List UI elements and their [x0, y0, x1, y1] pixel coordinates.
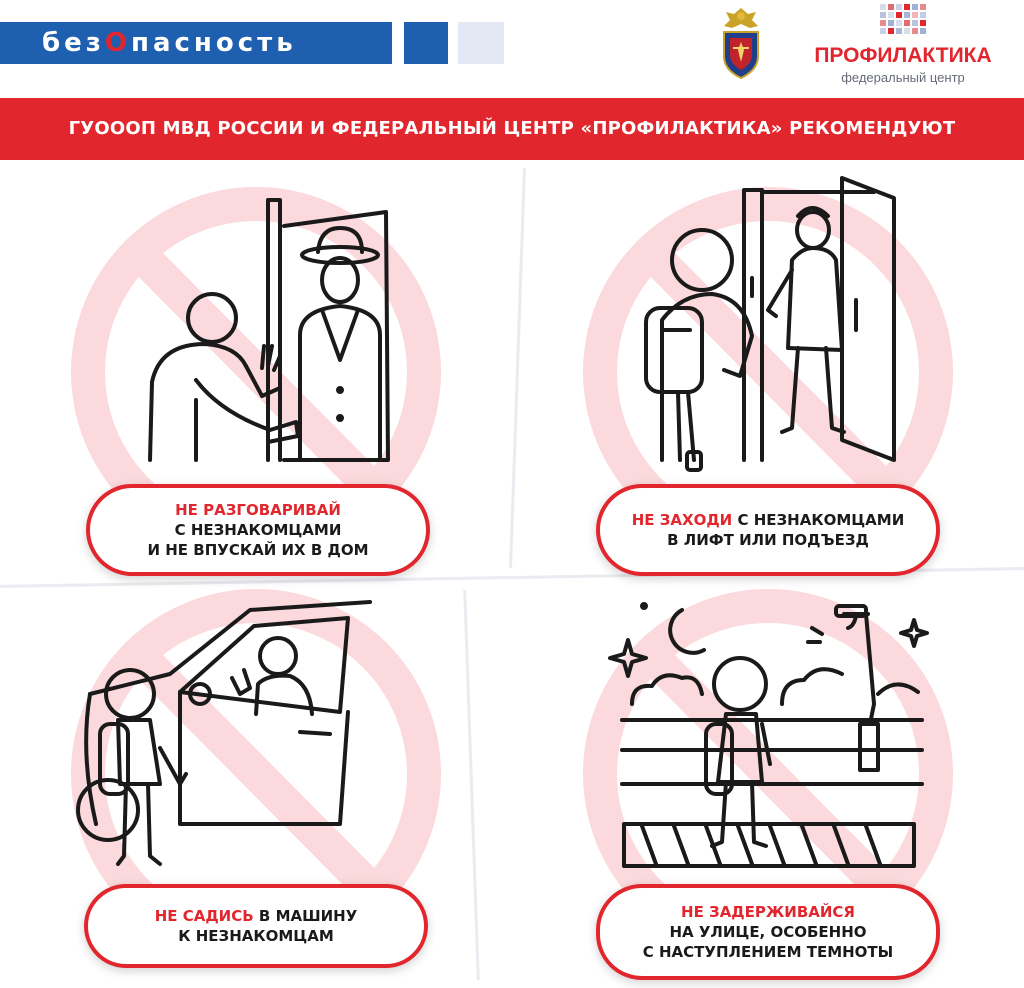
brand-suffix: пасность — [131, 28, 297, 58]
org-subtitle: федеральный центр — [841, 70, 965, 85]
caption-dont-get-in-car — [84, 884, 428, 968]
caption-line-1: В ЛИФТ ИЛИ ПОДЪЕЗД — [667, 531, 869, 549]
brand-block-light — [458, 22, 504, 64]
caption-red-text: НЕ РАЗГОВАРИВАЙ — [175, 501, 341, 519]
panel-dont-talk — [0, 160, 512, 574]
banner-text: ГУОООП МВД РОССИИ И ФЕДЕРАЛЬНЫЙ ЦЕНТР «ПРОФИЛАКТИКА» РЕКОМЕНДУЮТ — [68, 118, 956, 139]
caption-line-top — [632, 510, 905, 530]
caption-dont-talk — [86, 484, 430, 576]
caption-line-top — [155, 906, 358, 926]
caption-rest-text: С НЕЗНАКОМЦАМИ — [732, 511, 905, 529]
caption-line-2: И НЕ ВПУСКАЙ ИХ В ДОМ — [147, 541, 369, 559]
caption-line-1: С НЕЗНАКОМЦАМИ — [174, 521, 342, 539]
caption-red-text: НЕ ЗАХОДИ — [631, 511, 733, 529]
caption-line-1: К НЕЗНАКОМЦАМ — [178, 927, 334, 945]
caption-red-text: НЕ ЗАДЕРЖИВАЙСЯ — [681, 903, 855, 921]
caption-line-2: С НАСТУПЛЕНИЕМ ТЕМНОТЫ — [642, 943, 894, 961]
police-emblem-icon — [716, 4, 766, 86]
panel-dont-enter — [512, 160, 1024, 574]
caption-dont-enter — [596, 484, 940, 576]
brand-prefix: без — [42, 28, 105, 58]
brand-logo-text — [42, 22, 297, 64]
caption-line-1: НА УЛИЦЕ, ОСОБЕННО — [669, 923, 867, 941]
panel-dont-get-in-car — [0, 574, 512, 988]
brand-o: О — [104, 28, 132, 58]
profilaktika-logo-icon — [880, 4, 928, 38]
panel-dont-linger — [512, 574, 1024, 988]
caption-dont-linger — [596, 884, 940, 980]
caption-red-text: НЕ САДИСЬ — [154, 907, 254, 925]
caption-rest-text: В МАШИНУ — [253, 907, 358, 925]
org-title: ПРОФИЛАКТИКА — [814, 44, 992, 67]
brand-block-blue — [404, 22, 448, 64]
